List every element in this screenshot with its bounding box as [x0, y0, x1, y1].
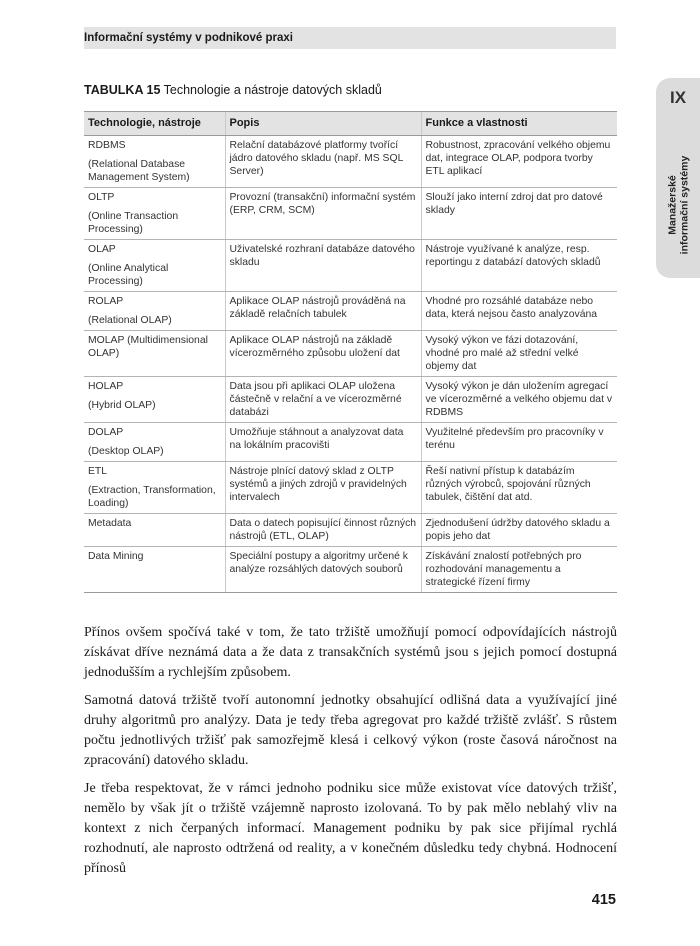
- cell-features: Robustnost, zpracování velkého objemu dat, integrace OLAP, podpora tvorby ETL aplikací: [421, 136, 617, 188]
- cell-features: Řeší nativní přístup k databázím různých výrobců, spojování různých tabulek, čištění dat atd.: [421, 462, 617, 514]
- cell-description: Speciální postupy a algoritmy určené k analýze rozsáhlých datových souborů: [225, 547, 421, 593]
- running-header: [84, 27, 616, 49]
- technology-full-name: (Extraction, Transformation, Loading): [88, 485, 216, 509]
- cell-technology: [84, 547, 225, 593]
- cell-features: Vysoký výkon je dán uložením agregací ve vícerozměrné a velkého objemu dat v RDBMS: [421, 377, 617, 423]
- cell-description: Data o datech popisující činnost různých nástrojů (ETL, OLAP): [225, 514, 421, 547]
- cell-description: Nástroje plnící datový sklad z OLTP systémů a jiných zdrojů v pravidelných intervalech: [225, 462, 421, 514]
- cell-description: Aplikace OLAP nástrojů na základě vícerozměrného způsobu uložení dat: [225, 331, 421, 377]
- table-row: [84, 547, 617, 593]
- technology-name: HOLAP: [88, 381, 124, 392]
- technology-name: ETL: [88, 466, 108, 477]
- table-row: [84, 462, 617, 514]
- cell-features: Nástroje využívané k analýze, resp. reportingu z databází datových skladů: [421, 240, 617, 292]
- technology-name: MOLAP (Multidimensional OLAP): [88, 335, 208, 359]
- cell-technology: [84, 514, 225, 547]
- cell-features: Slouží jako interní zdroj dat pro datové sklady: [421, 188, 617, 240]
- technology-name: Data Mining: [88, 551, 144, 562]
- cell-description: Relační databázové platformy tvořící jádro datového skladu (např. MS SQL Server): [225, 136, 421, 188]
- technology-name: ROLAP: [88, 296, 124, 307]
- cell-description: Umožňuje stáhnout a analyzovat data na lokálním pracovišti: [225, 423, 421, 462]
- technology-name: OLTP: [88, 192, 115, 203]
- technology-full-name: (Desktop OLAP): [88, 446, 164, 457]
- paragraph: Je třeba respektovat, že v rámci jednoho podniku sice může existovat více datových tržišť, nemělo by však jít o tržiště vzájemně naprosto izolovaná. To by pak mělo neblahý vliv na kontext z nich čerpaných informací. Management podniku by pak sice přijímal rychlá rozhodnutí, ale naprosto odtržená od reality, a v konečném důsledku tedy chybná. Hodnocení přínosů: [84, 781, 617, 876]
- cell-technology: [84, 331, 225, 377]
- table-row: [84, 240, 617, 292]
- cell-technology: [84, 377, 225, 423]
- chapter-title: [666, 156, 690, 255]
- technology-table: [84, 111, 617, 593]
- technology-name: RDBMS: [88, 140, 126, 151]
- cell-features: Vysoký výkon ve fázi dotazování, vhodné pro malé až střední velké objemy dat: [421, 331, 617, 377]
- cell-description: Uživatelské rozhraní databáze datového skladu: [225, 240, 421, 292]
- table-row: [84, 423, 617, 462]
- table-row: [84, 292, 617, 331]
- running-header-title: Informační systémy v podnikové praxi: [84, 32, 293, 44]
- cell-technology: [84, 188, 225, 240]
- technology-full-name: (Online Transaction Processing): [88, 211, 179, 235]
- cell-features: Vhodné pro rozsáhlé databáze nebo data, která nejsou často analyzována: [421, 292, 617, 331]
- column-header-features: Funkce a vlastnosti: [421, 112, 617, 136]
- table-caption-label: TABULKA 15: [84, 83, 161, 97]
- cell-description: Aplikace OLAP nástrojů prováděná na základě relačních tabulek: [225, 292, 421, 331]
- technology-full-name: (Online Analytical Processing): [88, 263, 169, 287]
- cell-technology: [84, 462, 225, 514]
- technology-full-name: (Relational OLAP): [88, 315, 172, 326]
- chapter-number: IX: [669, 88, 687, 107]
- cell-features: Využitelné především pro pracovníky v terénu: [421, 423, 617, 462]
- cell-technology: [84, 240, 225, 292]
- paragraph: Samotná datová tržiště tvoří autonomní jednotky obsahující odlišná data a využívající jiné druhy algoritmů pro analýzy. Data je tedy třeba agregovat pro každé tržiště zvlášť. S růstem počtu jednotlivých tržišť pak samozřejmě klesá i celkový výkon (roste časová náročnost na zpracování) datového skladu.: [84, 693, 617, 768]
- table-caption-text: Technologie a nástroje datových skladů: [160, 83, 382, 97]
- chapter-title-line-1: Manažerské: [666, 175, 678, 235]
- technology-name: OLAP: [88, 244, 116, 255]
- column-header-technology: Technologie, nástroje: [84, 112, 225, 136]
- cell-technology: [84, 136, 225, 188]
- cell-technology: [84, 292, 225, 331]
- chapter-title-line-2: informační systémy: [678, 155, 690, 255]
- column-header-description: Popis: [225, 112, 421, 136]
- technology-name: Metadata: [88, 518, 132, 529]
- cell-description: Provozní (transakční) informační systém (ERP, CRM, SCM): [225, 188, 421, 240]
- chapter-tab: [656, 78, 700, 278]
- cell-technology: [84, 423, 225, 462]
- cell-features: Získávání znalostí potřebných pro rozhodování managementu a strategické řízení firmy: [421, 547, 617, 593]
- body-text: [84, 623, 617, 887]
- technology-name: DOLAP: [88, 427, 124, 438]
- table-header-row: [84, 112, 617, 136]
- page-number: 415: [591, 892, 616, 908]
- table-caption: [84, 83, 382, 97]
- table-row: [84, 514, 617, 547]
- table-row: [84, 136, 617, 188]
- cell-description: Data jsou při aplikaci OLAP uložena částečně v relační a ve vícerozměrné databázi: [225, 377, 421, 423]
- table-row: [84, 331, 617, 377]
- technology-full-name: (Relational Database Management System): [88, 159, 190, 183]
- cell-features: Zjednodušení údržby datového skladu a popis jeho dat: [421, 514, 617, 547]
- technology-full-name: (Hybrid OLAP): [88, 400, 156, 411]
- table-row: [84, 188, 617, 240]
- paragraph: Přínos ovšem spočívá také v tom, že tato tržiště umožňují pomocí odpovídajících nástrojů získávat dříve neznámá data a že data z transakčních systémů jsou s jejich pomocí dostupná jednodušším a rychlejším způsobem.: [84, 625, 617, 680]
- table-row: [84, 377, 617, 423]
